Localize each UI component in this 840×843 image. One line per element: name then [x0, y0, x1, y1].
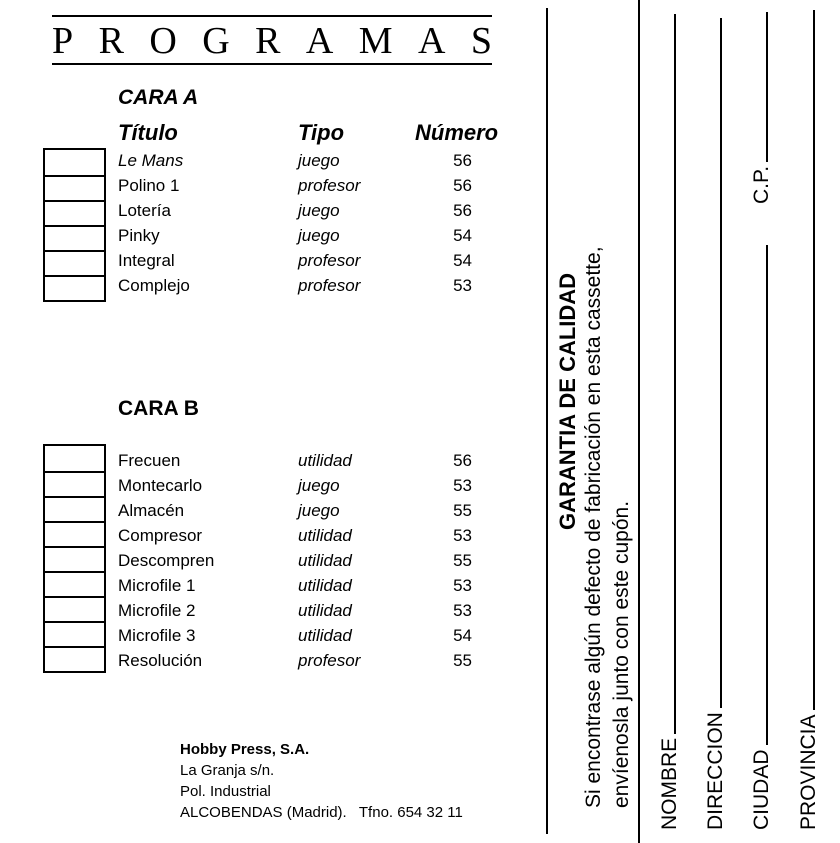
program-title: Descompren: [118, 551, 215, 570]
program-number: 53: [453, 276, 472, 295]
side-b-checkbox-column: [43, 444, 106, 673]
header-number: Número: [415, 120, 499, 145]
side-a-checkbox-column: [43, 148, 106, 302]
program-type: profesor: [298, 276, 361, 295]
checkbox[interactable]: [45, 150, 104, 175]
program-number: 54: [453, 251, 472, 270]
side-a-label: CARA A: [118, 86, 199, 109]
title-letter: R: [98, 20, 124, 62]
title-letter: O: [149, 20, 177, 62]
program-number: 54: [453, 626, 472, 645]
program-title: Complejo: [118, 276, 190, 295]
publisher-city-phone: [180, 802, 463, 823]
checkbox[interactable]: [45, 496, 104, 521]
name-line: [674, 14, 676, 734]
program-row: [118, 273, 478, 298]
city-label: CIUDAD: [750, 749, 773, 830]
program-number: 55: [453, 551, 472, 570]
program-type: utilidad: [298, 551, 352, 570]
publisher-address: [180, 739, 463, 823]
program-type: juego: [298, 226, 340, 245]
province-field[interactable]: [797, 10, 821, 830]
program-number: 53: [453, 526, 472, 545]
postal-code-field[interactable]: [750, 12, 774, 204]
title-letter: P: [52, 20, 74, 62]
checkbox[interactable]: [45, 275, 104, 300]
program-row: [118, 573, 478, 598]
publisher-area: Pol. Industrial: [180, 783, 271, 800]
program-type: utilidad: [298, 526, 352, 545]
program-title: Frecuen: [118, 451, 181, 470]
title-letter: S: [470, 20, 492, 62]
program-title: Resolución: [118, 651, 203, 670]
coupon-text-line-2: envíenosla junto con este cupón.: [610, 500, 633, 808]
program-number: 56: [453, 451, 472, 470]
program-type: juego: [298, 151, 340, 170]
program-title: Compresor: [118, 526, 203, 545]
checkbox[interactable]: [45, 596, 104, 621]
program-title: Le Mans: [118, 151, 184, 170]
program-type: profesor: [298, 176, 361, 195]
program-type: utilidad: [298, 576, 352, 595]
side-b-label: CARA B: [118, 397, 199, 420]
program-row: [118, 623, 478, 648]
program-row: [118, 448, 478, 473]
postal-code-label: C.P.: [750, 165, 773, 204]
program-title: Almacén: [118, 501, 185, 520]
program-number: 56: [453, 201, 472, 220]
program-type: utilidad: [298, 451, 352, 470]
program-row: [118, 148, 478, 173]
name-field[interactable]: [658, 14, 682, 830]
checkbox[interactable]: [45, 571, 104, 596]
program-title: Pinky: [118, 226, 160, 245]
program-type: profesor: [298, 251, 361, 270]
program-row: [118, 473, 478, 498]
program-number: 53: [453, 476, 472, 495]
program-type: utilidad: [298, 601, 352, 620]
coupon-divider: [638, 0, 640, 843]
program-type: juego: [298, 201, 340, 220]
province-label: PROVINCIA: [797, 714, 820, 830]
program-row: [118, 223, 478, 248]
coupon-text-line-1: Si encontrase algún defecto de fabricación en esta cassette,: [582, 246, 605, 808]
address-label: DIRECCION: [704, 712, 727, 830]
program-row: [118, 248, 478, 273]
checkbox[interactable]: [45, 175, 104, 200]
title-rule-top: [52, 15, 492, 17]
program-number: 54: [453, 226, 472, 245]
checkbox[interactable]: [45, 646, 104, 671]
address-field[interactable]: [704, 18, 728, 830]
title-letter: G: [202, 20, 230, 62]
name-label: NOMBRE: [658, 737, 681, 830]
program-type: profesor: [298, 651, 361, 670]
program-number: 53: [453, 601, 472, 620]
program-row: [118, 598, 478, 623]
publisher-city: ALCOBENDAS (Madrid).: [180, 804, 347, 821]
program-row: [118, 648, 478, 673]
publisher-street: La Granja s/n.: [180, 762, 275, 779]
program-title: Montecarlo: [118, 476, 203, 495]
title-rule-bottom: [52, 63, 492, 65]
checkbox[interactable]: [45, 471, 104, 496]
checkbox[interactable]: [45, 446, 104, 471]
publisher-name: Hobby Press, S.A.: [180, 741, 310, 758]
province-line: [813, 10, 815, 710]
program-type: juego: [298, 476, 340, 495]
coupon-cut-line: [546, 8, 548, 834]
checkbox[interactable]: [45, 521, 104, 546]
program-number: 55: [453, 501, 472, 520]
side-a-program-list: [118, 148, 478, 298]
postal-code-line: [766, 12, 768, 162]
program-row: [118, 523, 478, 548]
program-title: Polino 1: [118, 176, 180, 195]
checkbox[interactable]: [45, 621, 104, 646]
program-row: [118, 548, 478, 573]
checkbox[interactable]: [45, 546, 104, 571]
program-type: juego: [298, 501, 340, 520]
program-number: 53: [453, 576, 472, 595]
header-type: Tipo: [298, 120, 345, 145]
program-number: 55: [453, 651, 472, 670]
title-letter: M: [358, 20, 393, 62]
program-row: [118, 198, 478, 223]
checkbox[interactable]: [45, 225, 104, 250]
title-letter: A: [305, 20, 334, 62]
program-title: Microfile 1: [118, 576, 196, 595]
title-letter: R: [255, 20, 281, 62]
checkbox[interactable]: [45, 250, 104, 275]
page-title: [52, 18, 492, 64]
program-row: [118, 173, 478, 198]
program-title: Microfile 2: [118, 601, 196, 620]
side-b-program-list: [118, 448, 478, 673]
program-number: 56: [453, 176, 472, 195]
program-title: Integral: [118, 251, 175, 270]
program-type: utilidad: [298, 626, 352, 645]
checkbox[interactable]: [45, 200, 104, 225]
city-line: [766, 245, 768, 745]
program-title: Microfile 3: [118, 626, 196, 645]
program-title: Lotería: [118, 201, 171, 220]
address-line: [720, 18, 722, 708]
program-number: 56: [453, 151, 472, 170]
publisher-phone: Tfno. 654 32 11: [358, 804, 463, 821]
header-title: Título: [118, 120, 178, 145]
program-row: [118, 498, 478, 523]
coupon-heading: GARANTIA DE CALIDAD: [555, 272, 580, 530]
city-field[interactable]: [750, 245, 774, 830]
title-letter: A: [417, 20, 446, 62]
